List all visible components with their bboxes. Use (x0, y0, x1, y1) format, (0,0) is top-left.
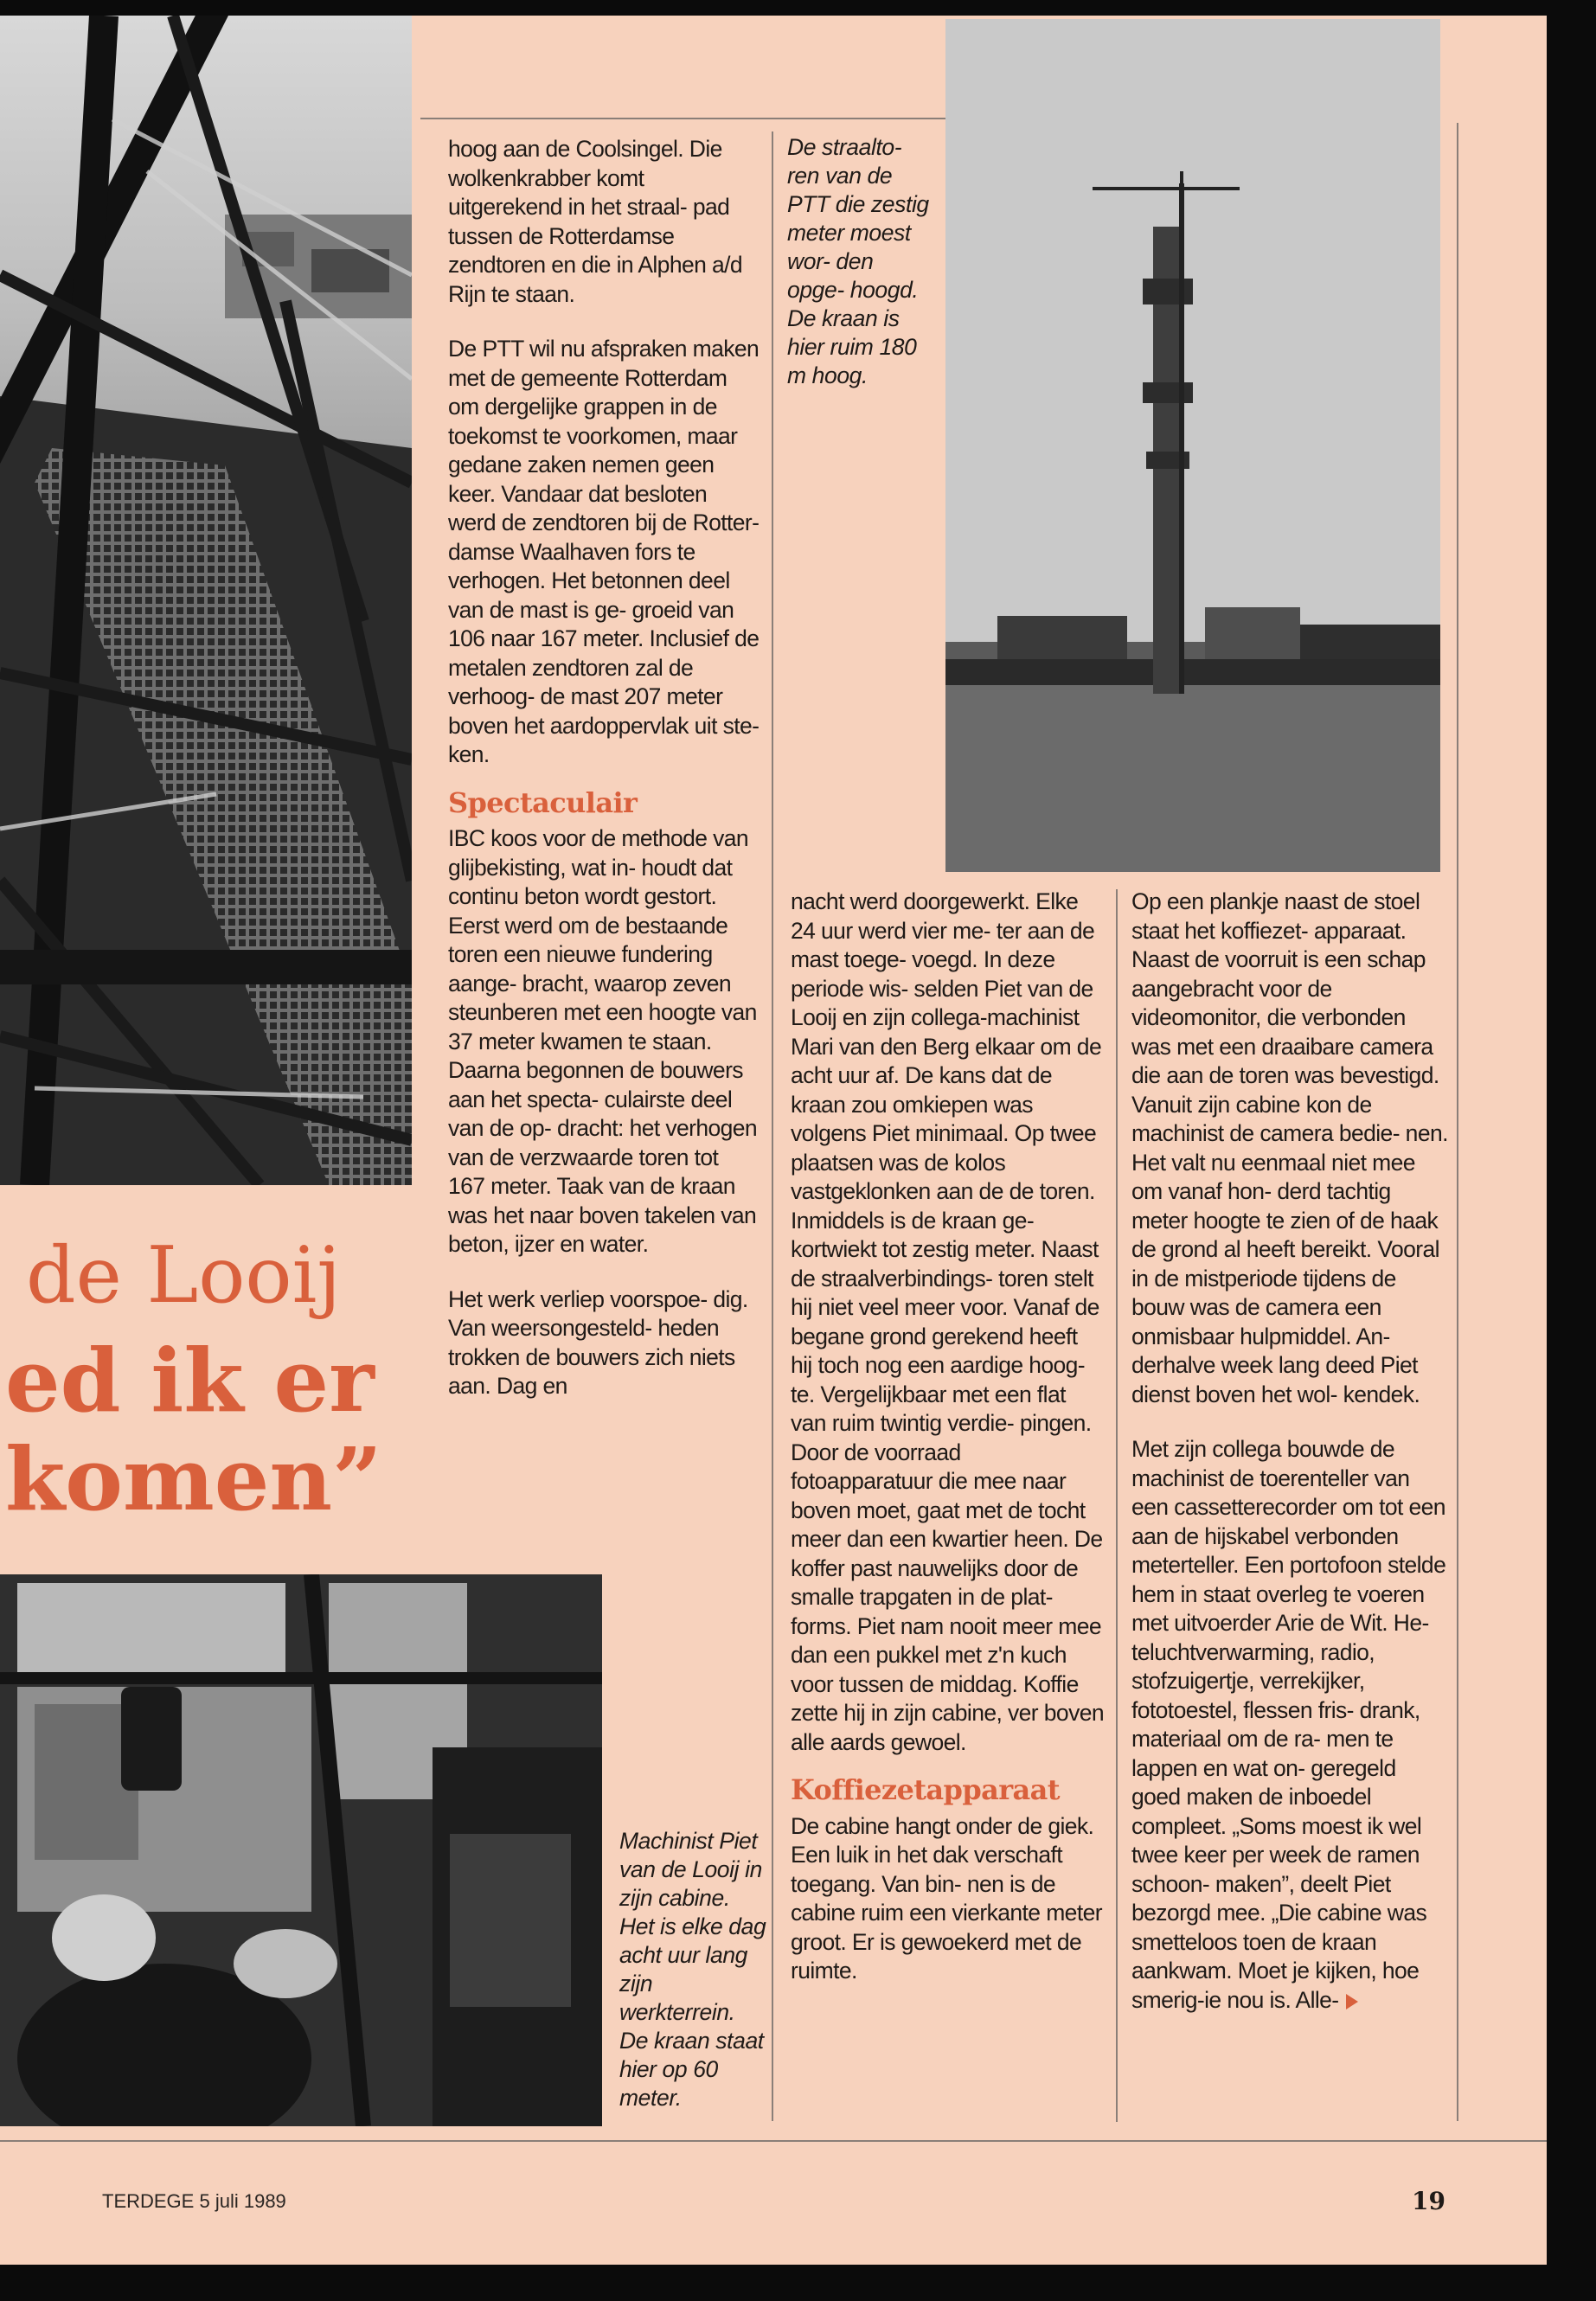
article-column-3 (1131, 888, 1448, 2015)
page-number: 19 (1412, 2187, 1445, 2215)
tower-caption: De straalto- ren van de PTT die zestig meter moest wor- den opge- hoogd. De kraan is hier ruim 180 m hoog. (787, 134, 929, 388)
subhead-koffiezetapparaat: Koffiezetapparaat (791, 1773, 1060, 1806)
col1-paragraph-1: hoog aan de Coolsingel. Die wolkenkrabber komt uitgerekend in het straal- pad tussen de Rotterdamse zendtoren en die in Alphen a/d Rijn te staan. (448, 136, 743, 307)
col2-paragraph-1: nacht werd doorgewerkt. Elke 24 uur werd vier me- ter aan de mast toege- voegd. In deze periode wis- selden Piet van de Looij en zijn collega-machinist Mari van den Berg elkaar om de acht uur af. De kans dat de kraan zou omkiepen was volgens Piet minimaal. Op twee plaatsen was de kolos vastgeklonken aan de de toren. (791, 888, 1102, 1204)
ptt-tower-photo (945, 19, 1440, 872)
footer-folio (102, 2190, 286, 2213)
headline-line-1: de Looij (26, 1230, 342, 1321)
article-column-1 (448, 135, 760, 1401)
crane-walkway-photo (0, 16, 412, 1185)
article-column-2 (791, 888, 1104, 1986)
col1-paragraph-3: IBC koos voor de methode van glijbekisting, wat in- houdt dat continu beton wordt gestort. Eerst werd om de bestaande toren een nieuwe fundering aange- bracht, waarop zeven steunberen met een hoogte van 37 meter kwamen te staan. Daarna begonnen de bouwers aan het specta- culairste deel van de op- dracht: het verhogen van de verzwaarde toren tot 167 meter. Taak van de kraan was het naar boven takelen van beton, ijzer en water. (448, 825, 758, 1257)
cabin-caption: Machinist Piet van de Looij in zijn cabine. Het is elke dag acht uur lang zijn werkterrein. De kraan staat hier op 60 meter. (619, 1828, 766, 2111)
col1-paragraph-2: De PTT wil nu afspraken maken met de gemeente Rotterdam om dergelijke grappen in de toekomst te voorkomen, maar gedane zaken nemen geen keer. Vandaar dat besloten werd de zendtoren bij de Rotter- damse Waalhaven fors te verhogen. Het betonnen deel van de mast is ge- groeid van 106 naar 167 meter. Inclusief de metalen zendtoren zal de verhoog- de mast 207 meter boven het aardoppervlak uit ste- ken. (448, 336, 760, 767)
col3-paragraph-2: Met zijn collega bouwde de machinist de toerenteller van een cassetterecorder om tot een aan de hijskabel verbonden meterteller. Een portofoon stelde hem in staat overleg te voeren met uitvoerder Arie de Wit. He- teluchtverwarming, radio, stofzuigertje, verrekijker, fototoestel, flessen fris- drank, materiaal om de ra- men te lappen en wat on- geregeld goed maken de inboedel compleet. „Soms moest ik wel twee keer per week de ramen schoon- maken”, deelt Piet bezorgd mee. „Die cabine was smetteloos toen de kraan aankwam. Moet je kijken, hoe smerig-ie nou is. Alle- (1131, 1436, 1446, 2013)
col2-paragraph-2: Inmiddels is de kraan ge- kortwiekt tot zestig meter. Naast de straalverbindings- toren stelt hij niet veel meer voor. Vanaf de begane grond gerekend heeft hij toch nog een aardige hoog- te. Vergelijkbaar met een flat van ruim twintig verdie- pingen. Door de voorraad fotoapparatuur die mee naar boven moet, gaat met de tocht meer dan een kwartier heen. De koffer past nauwelijks door de smalle trapgaten in de plat- forms. Piet nam nooit meer mee dan een pukkel met z'n kuch voor tussen de middag. Koffie zette hij in zijn cabine, ver boven alle aards gewoel. (791, 1207, 1104, 1755)
continue-arrow-icon (1346, 1994, 1358, 2009)
footer-date: 5 juli 1989 (199, 2190, 286, 2212)
headline-line-3: komen” (5, 1428, 382, 1530)
right-rule (1457, 123, 1458, 2121)
col2-paragraph-3: De cabine hangt onder de giek. Een luik in het dak verschaft toegang. Van bin- nen is de cabine ruim een vierkante meter groot. Er is gewoekerd met de ruimte. (791, 1812, 1102, 1984)
headline-line-2: ed ik er (5, 1330, 375, 1432)
bottom-rule (0, 2140, 1547, 2142)
footer-magazine: TERDEGE (102, 2190, 195, 2212)
machinist-cabin-photo (0, 1574, 602, 2126)
column-rule-2 (1116, 889, 1118, 2122)
top-rule (420, 118, 945, 119)
col3-paragraph-1: Op een plankje naast de stoel staat het koffiezet- apparaat. Naast de voorruit is een schap aangebracht voor de videomonitor, die verbonden was met een draaibare camera die aan de toren was bevestigd. Vanuit zijn cabine kon de machinist de camera bedie- nen. Het valt nu eenmaal niet mee om vanaf hon- derd tachtig meter hoogte te zien of de haak de grond al heeft bereikt. Vooral in de mistperiode tijdens de bouw was de camera een onmisbaar hulpmiddel. An- derhalve week lang deed Piet dienst boven het wol- kendek. (1131, 888, 1448, 1407)
column-rule-1 (772, 131, 773, 2121)
magazine-page (0, 16, 1547, 2265)
col1-paragraph-4: Het werk verliep voorspoe- dig. Van weersongesteld- heden trokken de bouwers zich niets aan. Dag en (448, 1285, 748, 1399)
subhead-spectaculair: Spectaculair (448, 785, 638, 819)
